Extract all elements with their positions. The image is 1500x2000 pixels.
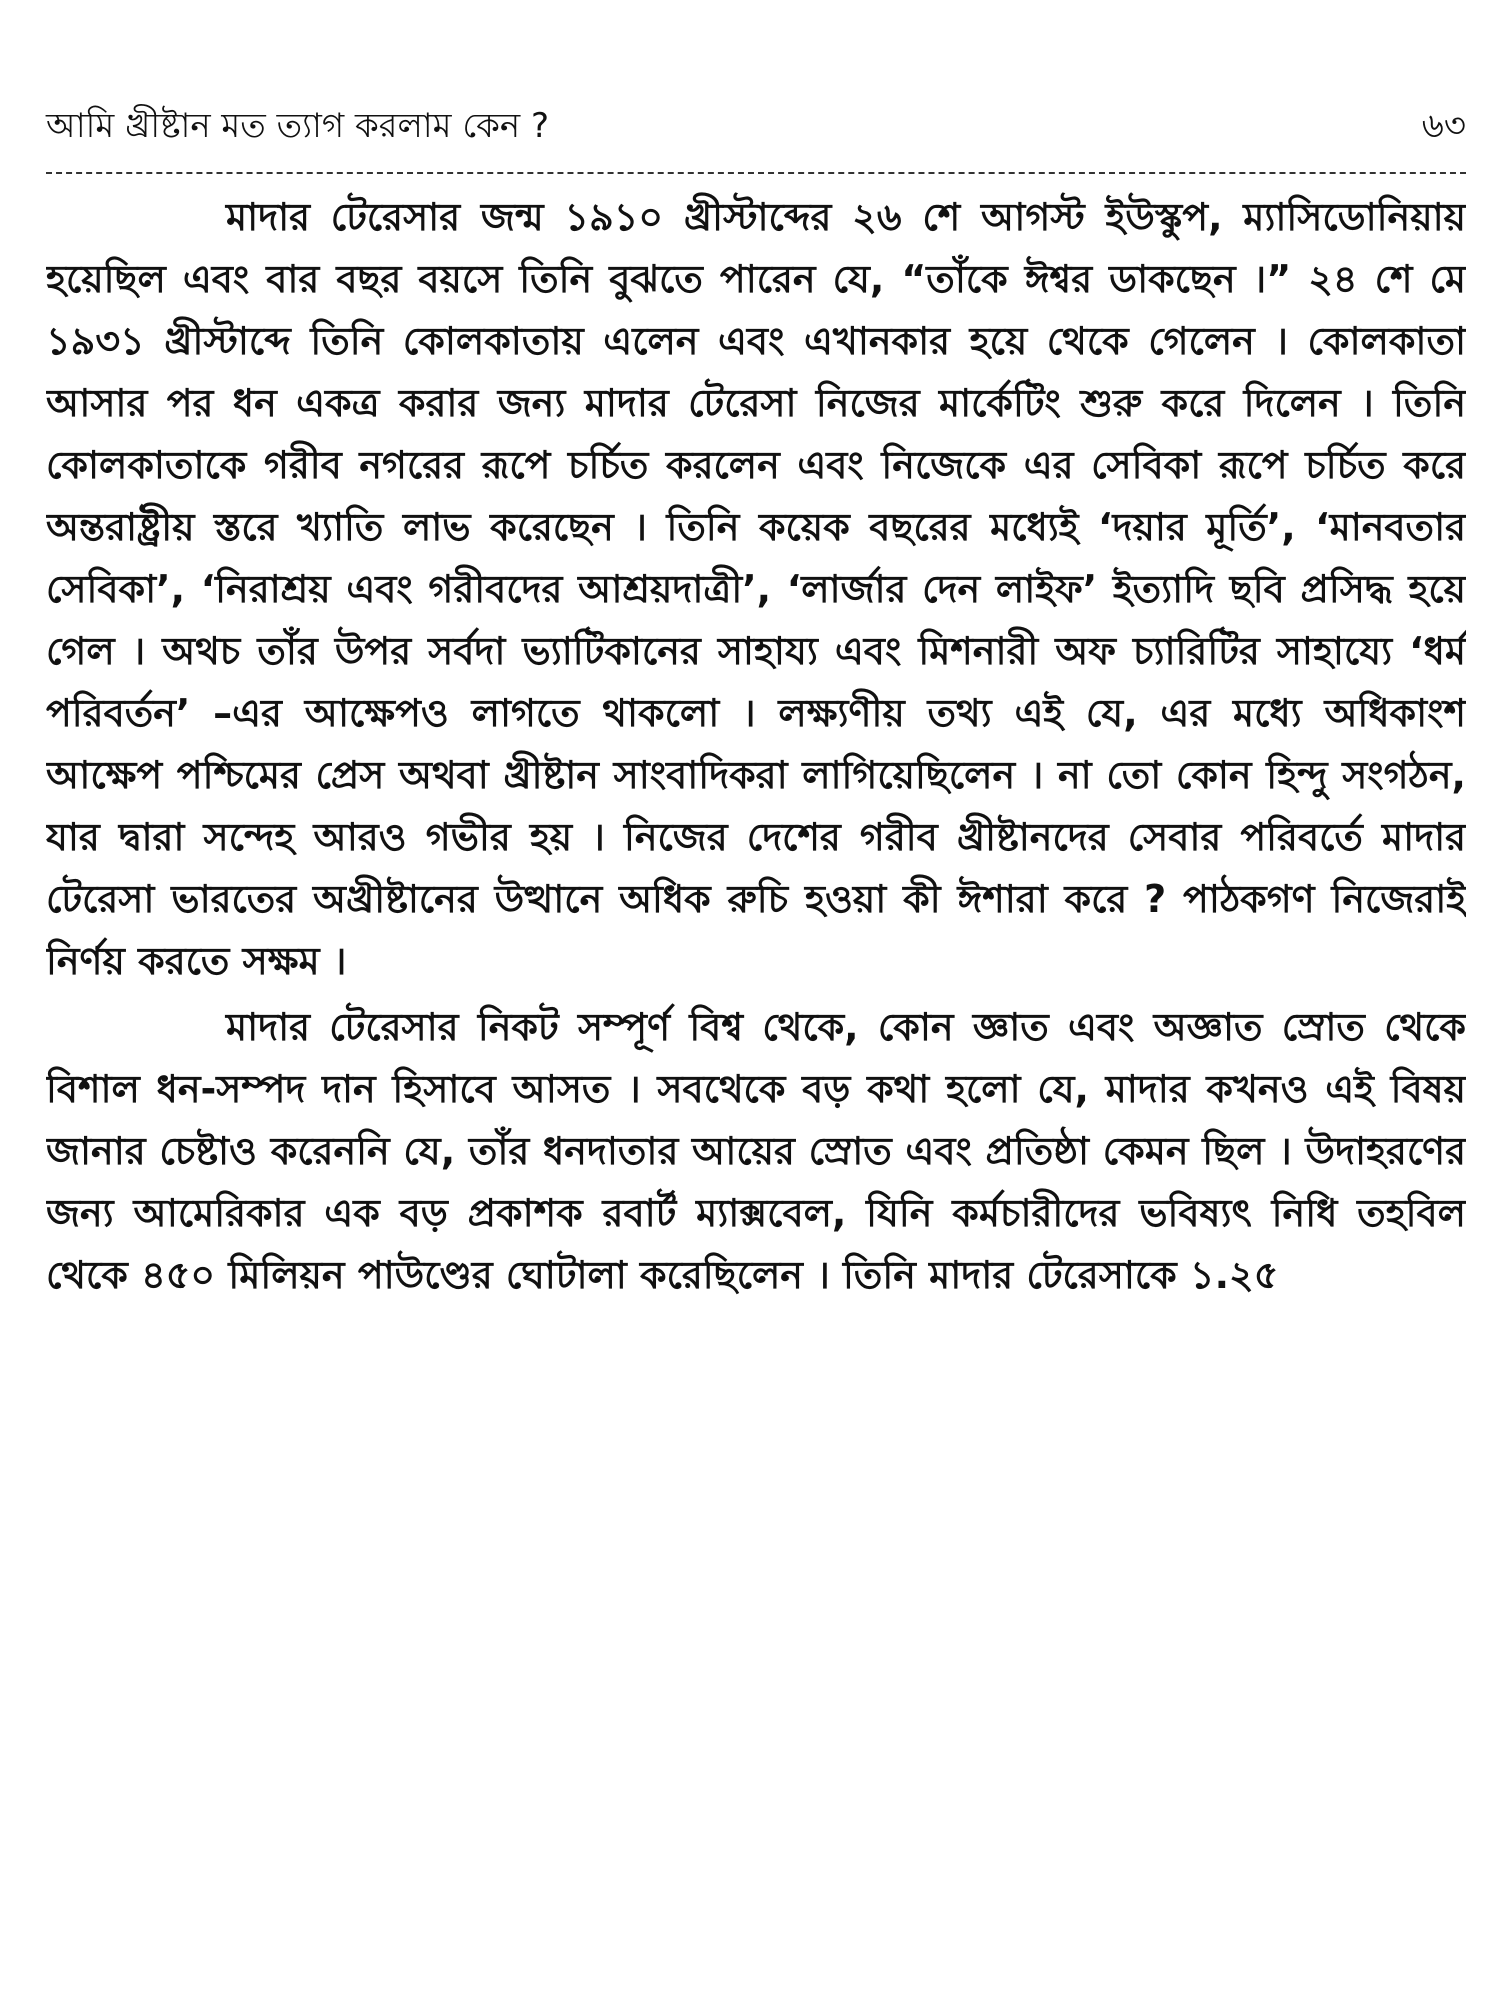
page-header <box>46 98 1466 158</box>
paragraph-1: মাদার টেরেসার জন্ম ১৯১০ খ্রীস্টাব্দের ২৬ শে আগস্ট ইউস্কুপ, ম্যাসিডোনিয়ায় হয়েছিল এবং বার বছর বয়সে তিনি বুঝতে পারেন যে, “তাঁকে ঈশ্বর ডাকছেন ।” ২৪ শে মে ১৯৩১ খ্রীস্টাব্দে তিনি কোলকাতায় এলেন এবং এখানকার হয়ে থেকে গেলেন । কোলকাতা আসার পর ধন একত্র করার জন্য মাদার টেরেসা নিজের মার্কেটিং শুরু করে দিলেন । তিনি কোলকাতাকে গরীব নগরের রূপে চর্চিত করলেন এবং নিজেকে এর সেবিকা রূপে চর্চিত করে অন্তরাষ্ট্রীয় স্তরে খ্যাতি লাভ করেছেন । তিনি কয়েক বছরের মধ্যেই ‘দয়ার মূর্তি’, ‘মানবতার সেবিকা’, ‘নিরাশ্রয় এবং গরীবদের আশ্রয়দাত্রী’, ‘লার্জার দেন লাইফ’ ইত্যাদি ছবি প্রসিদ্ধ হয়ে গেল । অথচ তাঁর উপর সর্বদা ভ্যাটিকানের সাহায্য এবং মিশনারী অফ চ্যারিটির সাহায্যে ‘ধর্ম পরিবর্তন’ –এর আক্ষেপও লাগতে থাকলো । লক্ষ্যণীয় তথ্য এই যে, এর মধ্যে অধিকাংশ আক্ষেপ পশ্চিমের প্রেস অথবা খ্রীষ্টান সাংবাদিকরা লাগিয়েছিলেন । না তো কোন হিন্দু সংগঠন, যার দ্বারা সন্দেহ আরও গভীর হয় । নিজের দেশের গরীব খ্রীষ্টানদের সেবার পরিবর্তে মাদার টেরেসা ভারতের অখ্রীষ্টানের উত্থানে অধিক রুচি হওয়া কী ঈশারা করে ? পাঠকগণ নিজেরাই নির্ণয় করতে সক্ষম । <box>46 195 1466 983</box>
header-divider <box>46 172 1466 174</box>
body-text <box>46 186 1466 1966</box>
running-title: আমি খ্রীষ্টান মত ত্যাগ করলাম কেন ? <box>46 106 550 146</box>
page-number: ৬৩ <box>1421 106 1466 146</box>
paragraph-2: মাদার টেরেসার নিকট সম্পূর্ণ বিশ্ব থেকে, কোন জ্ঞাত এবং অজ্ঞাত স্রোত থেকে বিশাল ধন-সম্পদ দান হিসাবে আসত । সবথেকে বড় কথা হলো যে, মাদার কখনও এই বিষয় জানার চেষ্টাও করেননি যে, তাঁর ধনদাতার আয়ের স্রোত এবং প্রতিষ্ঠা কেমন ছিল । উদাহরণের জন্য আমেরিকার এক বড় প্রকাশক রবার্ট ম্যাক্সবেল, যিনি কর্মচারীদের ভবিষ্যৎ নিধি তহবিল থেকে ৪৫০ মিলিয়ন পাউণ্ডের ঘোটালা করেছিলেন । তিনি মাদার টেরেসাকে ১.২৫ <box>46 1005 1466 1297</box>
